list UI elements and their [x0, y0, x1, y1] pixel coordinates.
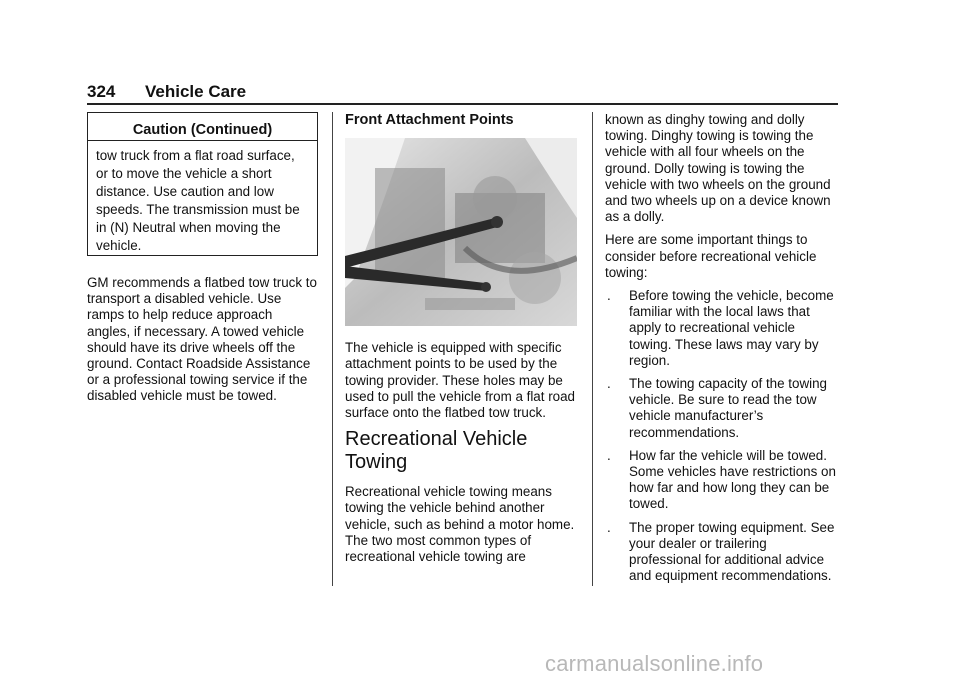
column-divider-2: [592, 112, 593, 586]
recreational-intro: Recreational vehicle towing means towing the vehicle behind another vehicle, such as behind a motor home. The two most common types of recreational vehicle towing are: [345, 484, 575, 565]
column-2: [345, 112, 580, 572]
column-divider-1: [332, 112, 333, 586]
towing-paragraph: GM recommends a flatbed tow truck to transport a disabled vehicle. Use ramps to help reduce approach angles, if necessary. A towed vehicle should have its drive wheels off the ground. Contact Roadside Assistance or a professional towing service if the disabled vehicle must be towed.: [87, 275, 317, 404]
considerations-list: [605, 288, 840, 584]
caution-box: [87, 112, 318, 256]
bullet-symbol: .: [607, 447, 611, 463]
front-attachment-heading: Front Attachment Points: [345, 112, 514, 128]
list-item: . The towing capacity of the towing vehicle. Be sure to read the tow vehicle manufacturer’s recommendations.: [607, 376, 827, 440]
engine-bay-image: [345, 138, 577, 326]
list-item: . How far the vehicle will be towed. Some vehicles have restrictions on how far and how long they can be towed.: [607, 447, 836, 512]
bullet-symbol: .: [607, 519, 611, 535]
caution-body: tow truck from a flat road surface, or to move the vehicle a short distance. Use caution and low speeds. The transmission must be in (N) Neutral when moving the vehicle.: [96, 148, 300, 253]
attachment-points-illustration: [345, 138, 577, 326]
column-3: [605, 112, 840, 591]
page-number: 324: [87, 82, 116, 101]
recreational-towing-heading: Recreational Vehicle Towing: [345, 428, 528, 474]
column-1: [87, 275, 319, 412]
list-intro: Here are some important things to consider before recreational vehicle towing:: [605, 232, 817, 280]
bullet-symbol: .: [607, 376, 611, 392]
header-rule: [87, 103, 838, 105]
section-title: Vehicle Care: [145, 82, 247, 101]
towing-continuation: known as dinghy towing and dolly towing. Dinghy towing is towing the vehicle with all four wheels on the ground. Dolly towing is towing the vehicle with two wheels on the ground and two wheels up on a device known as a dolly.: [605, 112, 831, 225]
caution-title: Caution (Continued): [88, 113, 317, 141]
attachment-paragraph: The vehicle is equipped with specific attachment points to be used by the towing provider. These holes may be used to pull the vehicle from a flat road surface onto the flatbed tow truck.: [345, 340, 576, 421]
list-item: . Before towing the vehicle, become familiar with the local laws that apply to recreational vehicle towing. These laws may vary by region.: [607, 288, 834, 368]
list-item: . The proper towing equipment. See your dealer or trailering professional for additional advice and equipment recommendations.: [607, 519, 835, 584]
bullet-symbol: .: [607, 288, 611, 304]
watermark: carmanualsonline.info: [545, 651, 764, 676]
